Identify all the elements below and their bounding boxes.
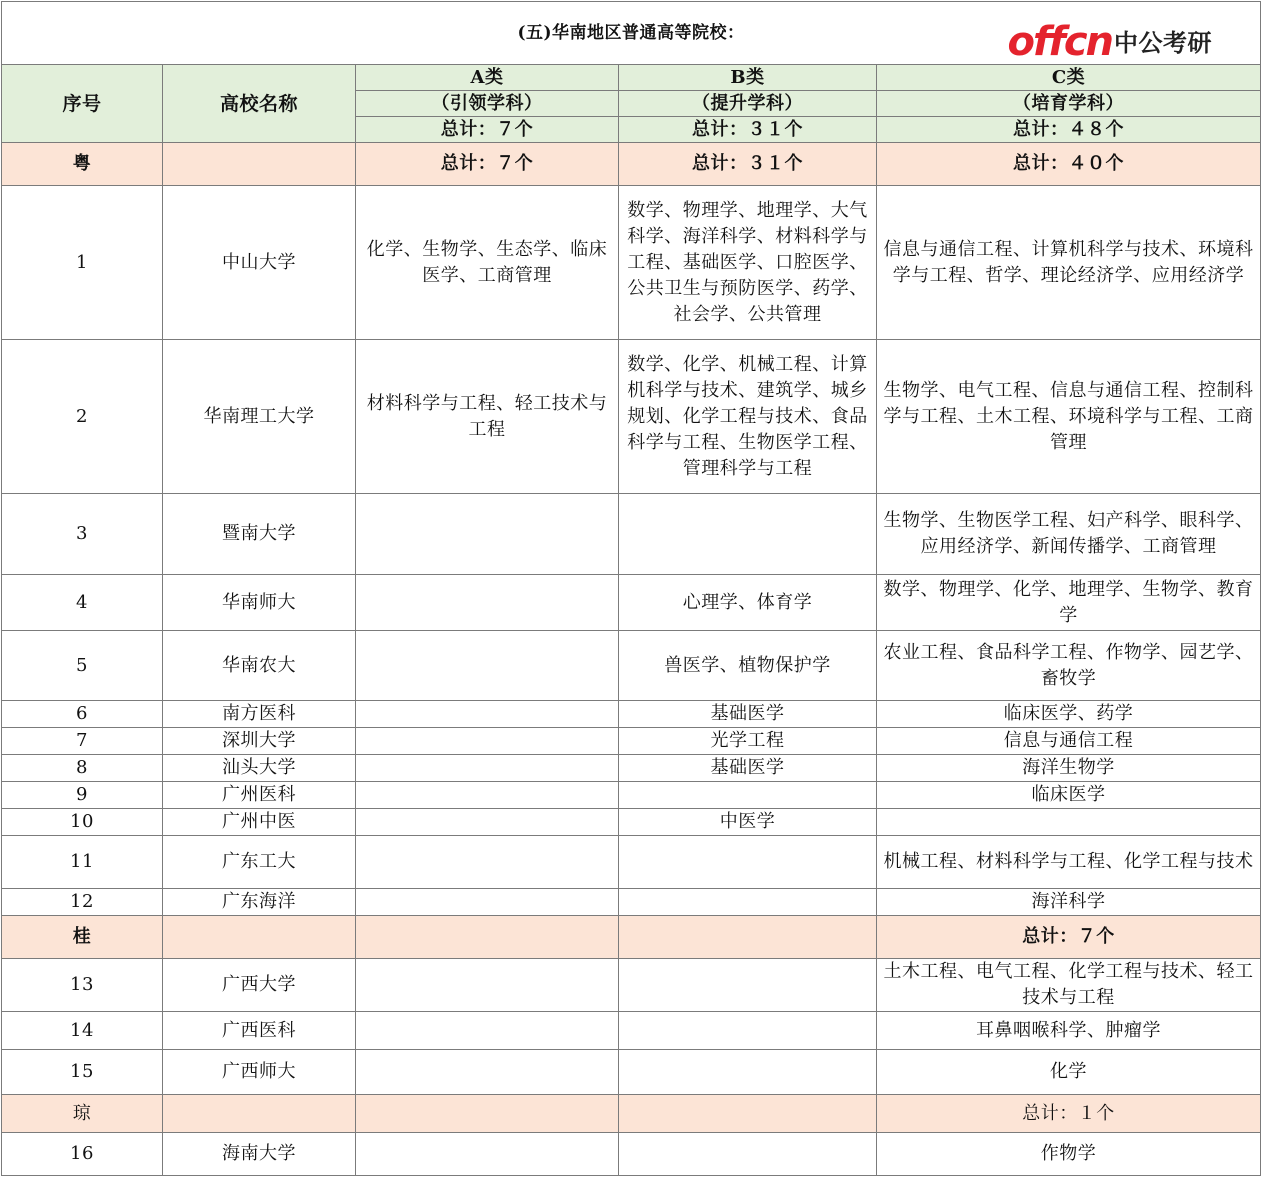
row-no: 9 [2, 782, 163, 809]
row-no: 5 [2, 631, 163, 701]
row-no: 7 [2, 728, 163, 755]
row-school: 海南大学 [163, 1133, 356, 1176]
row-c: 信息与通信工程、计算机科学与技术、环境科学与工程、哲学、理论经济学、应用经济学 [877, 186, 1261, 340]
table-row [2, 1050, 1261, 1095]
row-b: 兽医学、植物保护学 [619, 631, 877, 701]
row-c: 机械工程、材料科学与工程、化学工程与技术 [877, 836, 1261, 889]
table-row [2, 728, 1261, 755]
province-c-total: 总计：４０个 [877, 143, 1261, 186]
row-c: 农业工程、食品科学工程、作物学、园艺学、畜牧学 [877, 631, 1261, 701]
row-school: 南方医科 [163, 701, 356, 728]
row-no: 13 [2, 959, 163, 1012]
row-a [356, 755, 619, 782]
universities-table [1, 1, 1261, 1176]
table-row [2, 575, 1261, 631]
table-row [2, 782, 1261, 809]
row-a [356, 494, 619, 575]
row-b: 心理学、体育学 [619, 575, 877, 631]
row-a [356, 836, 619, 889]
header-a-title: A类 [356, 65, 619, 91]
province-name: 琼 [2, 1095, 163, 1133]
table-row [2, 186, 1261, 340]
row-no: 16 [2, 1133, 163, 1176]
province-name: 桂 [2, 916, 163, 959]
province-row-yue [2, 143, 1261, 186]
row-a [356, 889, 619, 916]
row-a [356, 809, 619, 836]
header-school: 高校名称 [163, 65, 356, 143]
row-school: 广西师大 [163, 1050, 356, 1095]
row-b [619, 782, 877, 809]
table-row [2, 836, 1261, 889]
row-no: 11 [2, 836, 163, 889]
row-school: 暨南大学 [163, 494, 356, 575]
row-c: 土木工程、电气工程、化学工程与技术、轻工技术与工程 [877, 959, 1261, 1012]
row-b: 数学、化学、机械工程、计算机科学与技术、建筑学、城乡规划、化学工程与技术、食品科学与工程、生物医学工程、管理科学与工程 [619, 340, 877, 494]
header-b-title: B类 [619, 65, 877, 91]
row-b [619, 889, 877, 916]
row-no: 3 [2, 494, 163, 575]
row-a [356, 1012, 619, 1050]
row-b: 中医学 [619, 809, 877, 836]
row-a [356, 728, 619, 755]
row-a [356, 1050, 619, 1095]
row-c: 海洋科学 [877, 889, 1261, 916]
row-b [619, 494, 877, 575]
header-a-sub: （引领学科） [356, 91, 619, 117]
header-c-total: 总计：４８个 [877, 117, 1261, 143]
header-b-total: 总计：３１个 [619, 117, 877, 143]
row-school: 华南师大 [163, 575, 356, 631]
row-c: 临床医学 [877, 782, 1261, 809]
row-no: 4 [2, 575, 163, 631]
row-a: 材料科学与工程、轻工技术与工程 [356, 340, 619, 494]
table-row [2, 631, 1261, 701]
row-school: 广州医科 [163, 782, 356, 809]
row-b [619, 959, 877, 1012]
row-school: 广东工大 [163, 836, 356, 889]
header-seq: 序号 [2, 65, 163, 143]
row-a [356, 959, 619, 1012]
province-a-total: 总计：７个 [356, 143, 619, 186]
row-c: 耳鼻咽喉科学、肿瘤学 [877, 1012, 1261, 1050]
row-a [356, 575, 619, 631]
row-c: 生物学、电气工程、信息与通信工程、控制科学与工程、土木工程、环境科学与工程、工商管理 [877, 340, 1261, 494]
row-c: 化学 [877, 1050, 1261, 1095]
row-school: 广州中医 [163, 809, 356, 836]
table-title: (五)华南地区普通高等院校： [517, 23, 745, 43]
row-no: 14 [2, 1012, 163, 1050]
province-b-total: 总计：３１个 [619, 143, 877, 186]
row-c: 信息与通信工程 [877, 728, 1261, 755]
row-c: 临床医学、药学 [877, 701, 1261, 728]
province-c-total: 总计：７个 [877, 916, 1261, 959]
table-row [2, 340, 1261, 494]
table-row [2, 494, 1261, 575]
row-school: 中山大学 [163, 186, 356, 340]
province-name: 粤 [2, 143, 163, 186]
row-b: 数学、物理学、地理学、大气科学、海洋科学、材料科学与工程、基础医学、口腔医学、公共卫生与预防医学、药学、社会学、公共管理 [619, 186, 877, 340]
table-row [2, 1012, 1261, 1050]
header-c-sub: （培育学科） [877, 91, 1261, 117]
table-row [2, 889, 1261, 916]
row-no: 12 [2, 889, 163, 916]
table-row [2, 1133, 1261, 1176]
offcn-logo [1007, 12, 1213, 65]
row-c: 数学、物理学、化学、地理学、生物学、教育学 [877, 575, 1261, 631]
province-row-gui [2, 916, 1261, 959]
header-b-sub: （提升学科） [619, 91, 877, 117]
row-b: 光学工程 [619, 728, 877, 755]
row-no: 6 [2, 701, 163, 728]
province-c-total: 总计：１个 [877, 1095, 1261, 1133]
table-row [2, 959, 1261, 1012]
row-school: 广东海洋 [163, 889, 356, 916]
row-b [619, 1050, 877, 1095]
row-school: 汕头大学 [163, 755, 356, 782]
table-row [2, 701, 1261, 728]
table-row [2, 809, 1261, 836]
row-school: 广西医科 [163, 1012, 356, 1050]
row-school: 华南理工大学 [163, 340, 356, 494]
row-b [619, 1133, 877, 1176]
row-no: 10 [2, 809, 163, 836]
row-a: 化学、生物学、生态学、临床医学、工商管理 [356, 186, 619, 340]
row-school: 深圳大学 [163, 728, 356, 755]
row-no: 8 [2, 755, 163, 782]
row-c: 作物学 [877, 1133, 1261, 1176]
row-c [877, 809, 1261, 836]
row-b: 基础医学 [619, 755, 877, 782]
row-no: 2 [2, 340, 163, 494]
row-b [619, 836, 877, 889]
row-no: 1 [2, 186, 163, 340]
row-no: 15 [2, 1050, 163, 1095]
row-a [356, 701, 619, 728]
header-a-total: 总计：７个 [356, 117, 619, 143]
row-school: 华南农大 [163, 631, 356, 701]
table-row [2, 755, 1261, 782]
row-a [356, 631, 619, 701]
row-c: 生物学、生物医学工程、妇产科学、眼科学、应用经济学、新闻传播学、工商管理 [877, 494, 1261, 575]
row-a [356, 782, 619, 809]
logo-en: offcn [1007, 19, 1113, 65]
row-a [356, 1133, 619, 1176]
province-row-qiong [2, 1095, 1261, 1133]
table-title-cell [2, 2, 1261, 65]
row-b [619, 1012, 877, 1050]
header-c-title: C类 [877, 65, 1261, 91]
row-c: 海洋生物学 [877, 755, 1261, 782]
row-school: 广西大学 [163, 959, 356, 1012]
logo-cn: 中公考研 [1114, 29, 1213, 57]
row-b: 基础医学 [619, 701, 877, 728]
